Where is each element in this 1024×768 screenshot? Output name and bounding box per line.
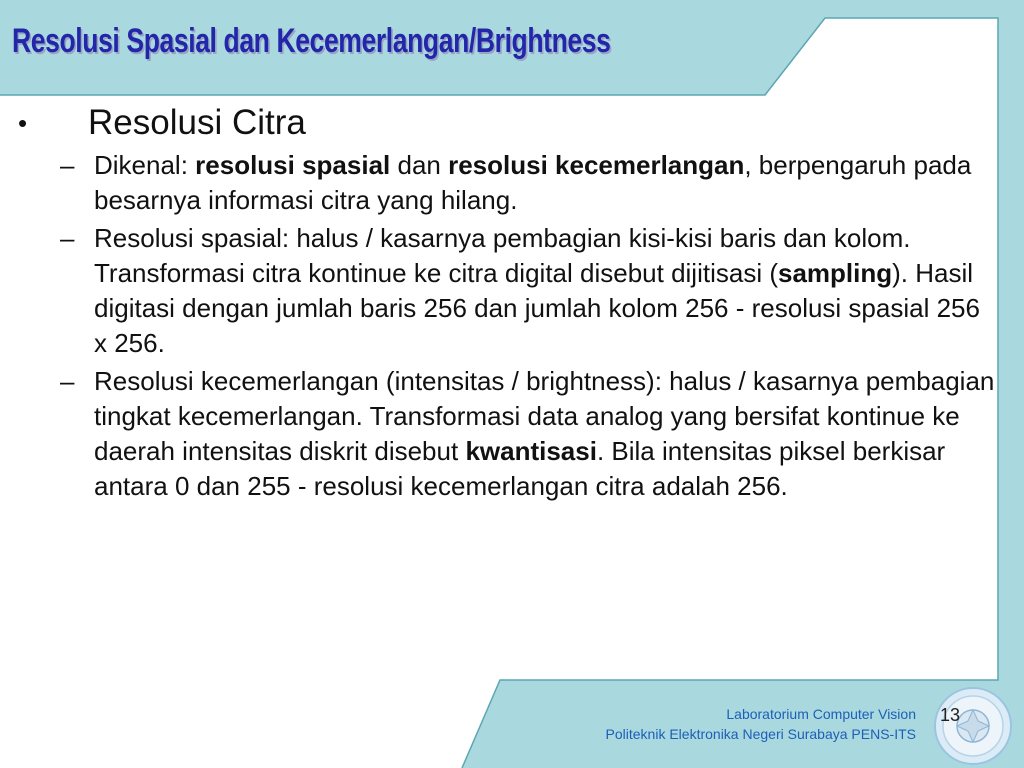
bold-term: sampling: [777, 258, 893, 288]
sub-bullet-item: [18, 364, 998, 504]
footer-lab-name: Laboratorium Computer Vision: [726, 706, 916, 722]
sub-bullet-text: ). Hasil digitasi dengan jumlah baris 256 dan jumlah kolom 256 - resolusi spasial 256 x 256.: [94, 258, 980, 358]
institution-seal-logo: [930, 685, 1016, 767]
sub-bullet-text: , berpengaruh pada besarnya informasi citra yang hilang.: [94, 150, 972, 215]
page-number: 13: [940, 705, 961, 725]
bold-term: resolusi spasial: [195, 150, 391, 180]
sub-bullet-list: [18, 148, 998, 504]
bullet-marker: •: [18, 108, 28, 138]
sub-bullet-text: Resolusi spasial: halus / kasarnya pembagian kisi-kisi baris dan kolom. Transformasi citra kontinue ke citra digital disebut dijitisasi (: [94, 223, 911, 288]
slide-title: Resolusi Spasial dan Kecemerlangan/Brightness: [12, 22, 611, 60]
sub-bullet-text: Dikenal:: [94, 150, 196, 180]
dash-marker: –: [60, 366, 75, 396]
dash-marker: –: [60, 223, 75, 253]
sub-bullet-item: [18, 148, 998, 218]
bullet-heading-row: [18, 100, 998, 146]
sub-bullet-text: . Bila intensitas piksel berkisar antara 0 dan 255 - resolusi kecemerlangan citra adalah 256.: [94, 436, 946, 501]
slide-content: [18, 100, 998, 507]
sub-bullet-item: [18, 221, 998, 361]
sub-bullet-text: Resolusi kecemerlangan (intensitas / brightness): halus / kasarnya pembagian tingkat kecemerlangan. Transformasi data analog yang bersifat kontinue ke daerah intensitas diskrit disebut: [94, 366, 995, 466]
sub-bullet-text: dan: [390, 150, 449, 180]
dash-marker: –: [60, 150, 75, 180]
bullet-heading: Resolusi Citra: [88, 103, 306, 142]
footer-institution: Politeknik Elektronika Negeri Surabaya PENS-ITS: [605, 726, 916, 742]
bold-term: resolusi kecemerlangan: [448, 150, 745, 180]
bold-term: kwantisasi: [465, 436, 597, 466]
footer: [606, 704, 916, 744]
